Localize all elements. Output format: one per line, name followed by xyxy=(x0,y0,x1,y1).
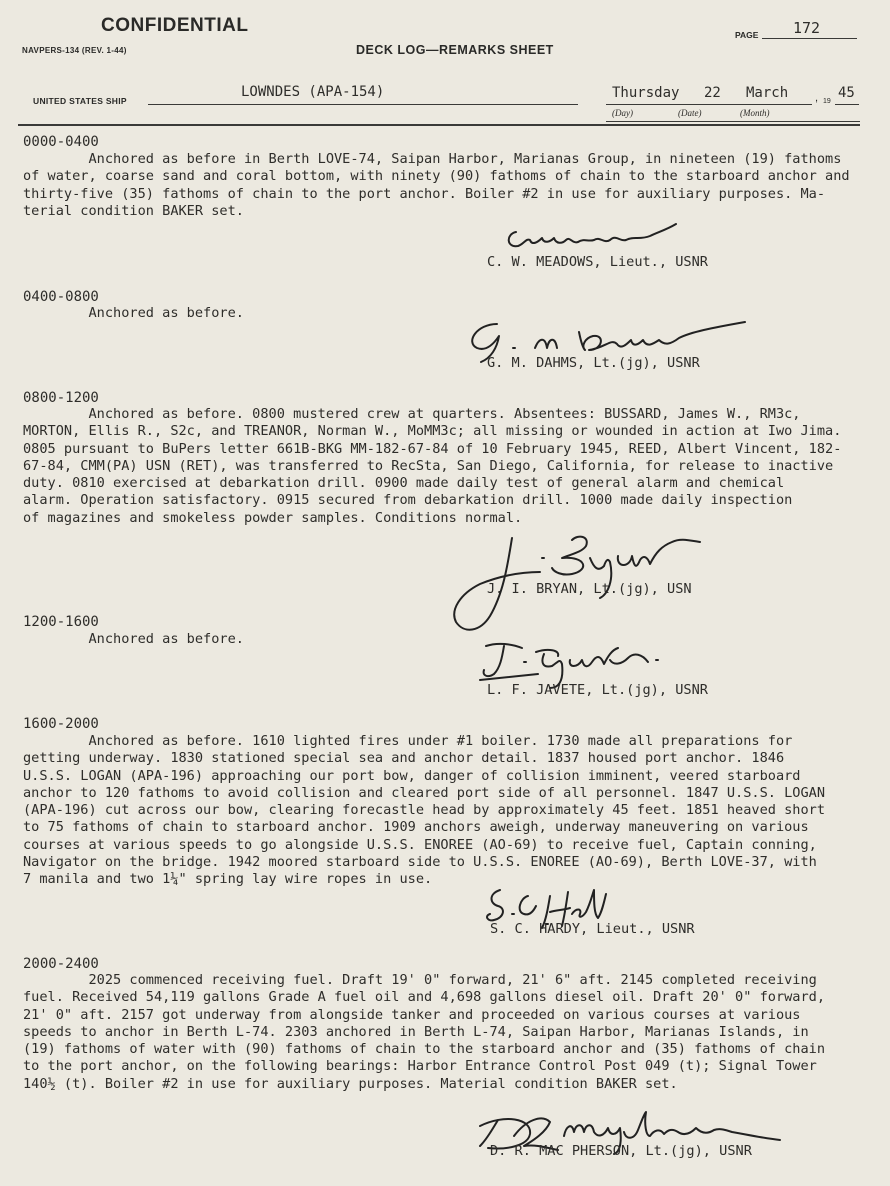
day-caption: (Day) xyxy=(612,108,633,118)
signer-name: D. R. MAC PHERSON, Lt.(jg), USNR xyxy=(490,1143,752,1159)
ship-name: LOWNDES (APA-154) xyxy=(241,84,385,100)
watch-period: 1600-2000 xyxy=(23,716,99,732)
day-value: Thursday xyxy=(612,85,680,101)
signer-name: G. M. DAHMS, Lt.(jg), USNR xyxy=(487,355,700,371)
month-value: March xyxy=(746,85,789,101)
sheet-title: DECK LOG—REMARKS SHEET xyxy=(356,43,554,57)
ship-underline xyxy=(148,104,578,105)
page-number: 172 xyxy=(793,19,821,37)
signer-name: C. W. MEADOWS, Lieut., USNR xyxy=(487,254,708,270)
log-entry-text: Anchored as before. 0800 mustered crew at quarters. Absentees: BUSSARD, James W., RM3c, MORTON, Ellis R., S2c, and TREANOR, Norman W., MoMM3c; all missing or wounded in action at Iwo Jima. 0805 pursuant to BuPers letter 661B-BKG MM-182-67-84 of 10 February 1945, REED, Albert Vincent, 182- 67-84, CMM(PA) USN (RET), was transferred to RecSta, San Diego, California, for release to inactive duty. 0810 exercised at debarkation drill. 0900 made daily test of general alarm and chemical alarm. Operation satisfactory. 0915 secured from debarkation drill. 1000 made daily inspection of magazines and smokeless powder samples. Conditions normal. xyxy=(23,406,842,526)
log-entry-text: Anchored as before. xyxy=(23,305,244,321)
signer-name: J. I. BRYAN, Lt.(jg), USN xyxy=(487,581,692,597)
log-entry-text: Anchored as before in Berth LOVE-74, Saipan Harbor, Marianas Group, in nineteen (19) fathoms of water, coarse sand and coral bottom, with ninety (90) fathoms of chain to the starboard anchor and thirty-five (35) fathoms of chain to the port anchor. Boiler #2 in use for auxiliary purposes. Ma- terial condition BAKER set. xyxy=(23,151,850,219)
signature-javete xyxy=(478,638,678,688)
log-entry-text: 2025 commenced receiving fuel. Draft 19' 0" forward, 21' 6" aft. 2145 completed receiving fuel. Received 54,119 gallons Grade A fuel oil and 4,698 gallons diesel oil. Draft 20' 0" forward, 21' 0" aft. 2157 got underway from alongside tanker and proceeded on various courses at various speeds to anchor in Berth L-74. 2303 anchored in Berth L-74, Saipan Harbor, Marianas Islands, in (19) fathoms of water with (90) fathoms of chain to the starboard anchor and (35) fathoms of chain to the port anchor, on the following bearings: Harbor Entrance Control Post 049 (t); Signal Tower 140½ (t). Boiler #2 in use for auxiliary purposes. Material condition BAKER set. xyxy=(23,972,826,1092)
date-sub-rule xyxy=(606,121,860,122)
signer-name: L. F. JAVETE, Lt.(jg), USNR xyxy=(487,682,708,698)
date-underline xyxy=(606,104,812,105)
watch-period: 0800-1200 xyxy=(23,390,99,406)
year-value: 45 xyxy=(838,85,855,101)
page-label: PAGE xyxy=(735,30,759,40)
confidential-marking: CONFIDENTIAL xyxy=(101,15,249,36)
watch-period: 0400-0800 xyxy=(23,289,99,305)
date-caption: (Date) xyxy=(678,108,702,118)
page-underline xyxy=(762,38,857,39)
year-underline xyxy=(835,104,859,105)
header-rule xyxy=(18,124,860,126)
signature-meadows xyxy=(500,218,700,258)
ship-label: UNITED STATES SHIP xyxy=(33,96,127,106)
date-value: 22 xyxy=(704,85,721,101)
year-prefix: 19 xyxy=(823,98,831,105)
log-entry-text: Anchored as before. 1610 lighted fires under #1 boiler. 1730 made all preparations for getting underway. 1830 stationed special sea and anchor detail. 1837 housed port anchor. 1846 U.S.S. LOGAN (APA-196) approaching our port bow, danger of collision imminent, veered starboard anchor to 120 fathoms to avoid collision and cleared port side of all personnel. 1847 U.S.S. LOGAN (APA-196) cut across our bow, clearing forecastle head by approximately 45 feet. 1851 heaved short to 75 fathoms of chain to starboard anchor. 1909 anchors aweigh, underway maneuvering on various courses at various speeds to go alongside U.S.S. ENOREE (AO-69) to receive fuel, Captain conning, Navigator on the bridge. 1942 moored starboard side to U.S.S. ENOREE (AO-69), Berth LOVE-37, with 7 manila and two 1¼" spring lay wire ropes in use. xyxy=(23,733,826,888)
form-number: NAVPERS-134 (REV. 1-44) xyxy=(22,46,127,55)
watch-period: 2000-2400 xyxy=(23,956,99,972)
watch-period: 0000-0400 xyxy=(23,134,99,150)
month-caption: (Month) xyxy=(740,108,770,118)
watch-period: 1200-1600 xyxy=(23,614,99,630)
signer-name: S. C. HARDY, Lieut., USNR xyxy=(490,921,695,937)
log-entry-text: Anchored as before. xyxy=(23,631,244,647)
date-comma: , xyxy=(815,92,819,104)
